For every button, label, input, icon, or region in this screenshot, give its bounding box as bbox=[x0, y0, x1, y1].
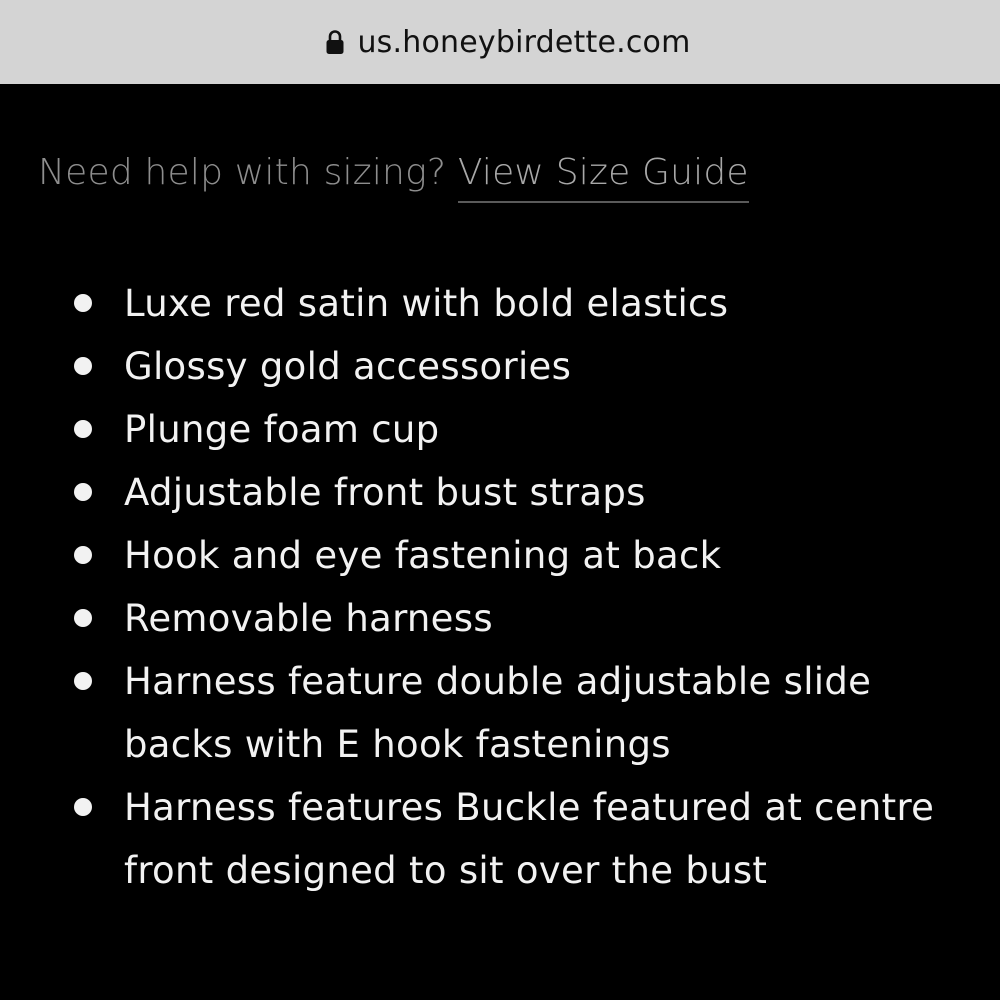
product-details bbox=[0, 84, 1000, 1000]
list-item bbox=[0, 524, 1000, 587]
size-guide-link[interactable]: View Size Guide bbox=[458, 152, 749, 203]
feature-text: Harness feature double adjustable slide backs with E hook fastenings bbox=[124, 660, 872, 766]
bullet-icon bbox=[74, 357, 92, 375]
feature-list bbox=[0, 272, 1000, 902]
bullet-icon bbox=[74, 420, 92, 438]
list-item bbox=[0, 587, 1000, 650]
bullet-icon bbox=[74, 609, 92, 627]
url-display[interactable] bbox=[325, 25, 690, 60]
lock-icon bbox=[325, 29, 345, 55]
browser-url-bar[interactable] bbox=[0, 0, 1000, 84]
feature-text: Removable harness bbox=[124, 597, 493, 640]
size-help-line bbox=[38, 152, 749, 193]
feature-text: Adjustable front bust straps bbox=[124, 471, 646, 514]
feature-text: Hook and eye fastening at back bbox=[124, 534, 722, 577]
feature-text: Harness features Buckle featured at centre front designed to sit over the bust bbox=[124, 786, 935, 892]
list-item bbox=[0, 272, 1000, 335]
list-item bbox=[0, 650, 1000, 776]
bullet-icon bbox=[74, 798, 92, 816]
bullet-icon bbox=[74, 294, 92, 312]
url-text: us.honeybirdette.com bbox=[357, 24, 691, 60]
feature-text: Luxe red satin with bold elastics bbox=[124, 282, 729, 325]
size-help-prompt: Need help with sizing? bbox=[38, 152, 447, 193]
list-item bbox=[0, 776, 1000, 902]
list-item bbox=[0, 461, 1000, 524]
feature-text: Glossy gold accessories bbox=[124, 345, 572, 388]
bullet-icon bbox=[74, 546, 92, 564]
bullet-icon bbox=[74, 483, 92, 501]
list-item bbox=[0, 335, 1000, 398]
feature-text: Plunge foam cup bbox=[124, 408, 440, 451]
list-item bbox=[0, 398, 1000, 461]
bullet-icon bbox=[74, 672, 92, 690]
